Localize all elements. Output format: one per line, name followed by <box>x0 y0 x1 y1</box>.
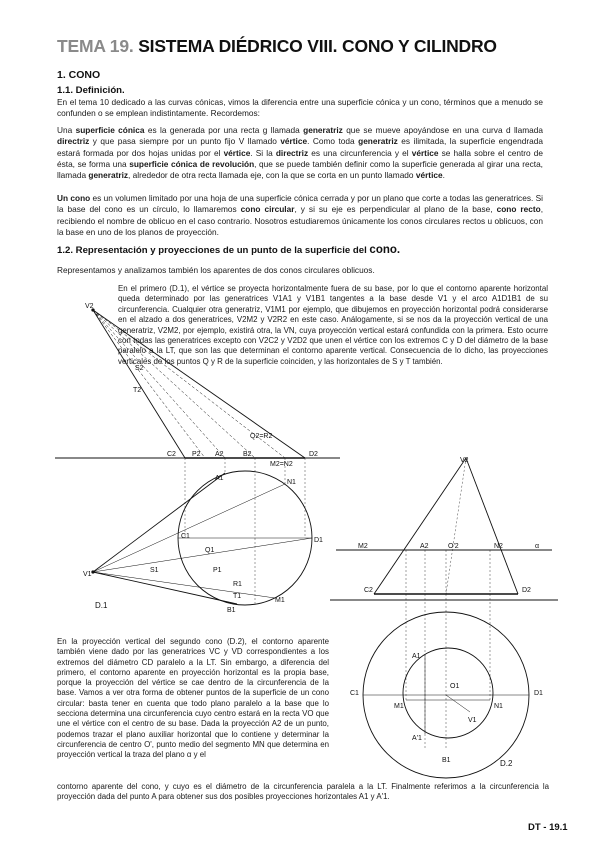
paragraph-superficie-conica: Una superficie cónica es la generada por una recta g llamada generatriz que se mueve apoyándose en una curva d llamada directriz y que pasa siempre por un punto fijo V llamado vértice. Como toda generatriz es ilimitada, la superficie engendrada estará formada por dos hojas unidas por el vértice. Si la directriz es una circunferencia y el vértice se halla sobre el centro de ésta, se forma una superficie cónica de revolución, que se puede también definir como la superficie generada al girar una recta, llamada generatriz, alrededor de otra recta llamada eje, con la que se corta en un punto llamado vértice. <box>57 125 543 181</box>
svg-text:α: α <box>535 543 540 550</box>
svg-text:V2: V2 <box>460 457 469 464</box>
svg-text:O'2: O'2 <box>448 543 459 550</box>
svg-text:Q1: Q1 <box>205 547 215 554</box>
svg-text:V2: V2 <box>85 303 94 310</box>
svg-text:C1: C1 <box>181 533 190 540</box>
svg-text:N1: N1 <box>287 479 296 486</box>
svg-text:R1: R1 <box>233 581 242 588</box>
svg-text:D2: D2 <box>309 451 318 458</box>
svg-text:A1: A1 <box>412 653 421 660</box>
svg-text:A2: A2 <box>420 543 429 550</box>
d1-tangent-b1 <box>93 572 237 604</box>
svg-text:V1: V1 <box>83 571 92 578</box>
d2-contour-vc <box>374 458 466 594</box>
svg-text:N1: N1 <box>494 703 503 710</box>
svg-text:M1: M1 <box>394 703 404 710</box>
svg-text:A2: A2 <box>215 451 224 458</box>
svg-text:D1: D1 <box>534 690 543 697</box>
svg-text:T1: T1 <box>233 593 242 600</box>
svg-text:M2=N2: M2=N2 <box>270 461 293 468</box>
d1-tangent-a1 <box>93 473 225 572</box>
svg-text:B1: B1 <box>227 607 236 614</box>
svg-text:M2: M2 <box>358 543 368 550</box>
svg-text:A1: A1 <box>215 475 224 482</box>
d2-section-circle <box>403 648 493 738</box>
svg-text:N2: N2 <box>494 543 503 550</box>
paragraph-cono: Un cono es un volumen limitado por una hoja de una superficie cónica cerrada y por un plano que corte a todas las generatrices. Si la base del cono es un círculo, lo llamaremos cono circular, y si su eje es perpendicular al plano de la base, cono recto, recibiendo el nombre de oblicuo en el caso contrario. Nosotros estudiaremos únicamente los conos circulares rectos u oblicuos, con la base en uno de los planos de proyección. <box>57 193 544 237</box>
diagram-d2 <box>330 450 560 780</box>
d1-contour-v2d2 <box>93 310 305 458</box>
svg-text:D1: D1 <box>314 537 323 544</box>
svg-text:O1: O1 <box>450 683 460 690</box>
svg-text:S2: S2 <box>135 365 144 372</box>
page-number: DT - 19.1 <box>528 822 568 833</box>
tema-number: TEMA 19. <box>57 36 134 56</box>
paragraph-representamos: Representamos y analizamos también los aparentes de dos conos circulares oblicuos. <box>57 265 375 275</box>
paragraph-final: contorno aparente del cono, y cuyo es el diámetro de la circunferencia paralela a la LT. Finalmente referimos a la circunferencia la proyección dada del punto A para obtener sus dos posibles proyecciones horizontales A1 y A'1. <box>57 782 549 802</box>
d2-caption: D.2 <box>500 759 513 768</box>
svg-text:Q2=R2: Q2=R2 <box>250 433 273 440</box>
page-title <box>57 36 497 57</box>
svg-text:S1: S1 <box>150 567 159 574</box>
section-heading-cono: 1. CONO <box>57 69 101 81</box>
svg-text:D2: D2 <box>522 587 531 594</box>
subsection-heading-cono: cono. <box>369 244 401 256</box>
tema-title: SISTEMA DIÉDRICO VIII. CONO Y CILINDRO <box>138 36 497 56</box>
subsection-heading-definicion: 1.1. Definición. <box>57 85 125 96</box>
svg-text:C2: C2 <box>167 451 176 458</box>
diagram-d1 <box>55 290 345 615</box>
paragraph-d1: En el primero (D.1), el vértice se proyecta horizontalmente fuera de su base, por lo que el contorno aparente horizontal queda determinado por las generatrices V1A1 y V1B1 tangentes a la base desde V1 y el arco A1D1B1 de su circunferencia. Cualquier otra generatriz, V1M1 por ejemplo, que dibujemos en proyección horizontal podrá considerarse en el alzado a dos generatrices, V2M2 y V2R2 en este caso. Análogamente, si se nos da la proyección vertical de una generatriz, V2M2, por ejemplo, existirá otra, la VN, cuya proyección vertical estará confundida con la primera. Esto ocurre con todas las generatrices excepto con V2C2 y V2D2 que unen el vértice con los extremos C y D del diámetro de la base paralelo a la LT, que son las que determinan el contorno aparente vertical. Consecuencia de lo dicho, las proyecciones verticales de los puntos Q y R de la superficie coinciden, y las horizontales de S y T también. <box>118 284 548 366</box>
subsection-heading-text: 1.2. Representación y proyecciones de un punto de la superficie del <box>57 245 370 256</box>
svg-text:B2: B2 <box>243 451 252 458</box>
d2-contour-vd <box>466 458 518 594</box>
svg-text:P1: P1 <box>213 567 222 574</box>
svg-text:T2: T2 <box>133 387 142 394</box>
svg-text:C2: C2 <box>364 587 373 594</box>
d1-caption: D.1 <box>95 601 108 610</box>
d1-contour-v2c2 <box>93 310 185 458</box>
svg-text:A'1: A'1 <box>412 735 422 742</box>
svg-text:V1: V1 <box>468 717 477 724</box>
paragraph-d2: En la proyección vertical del segundo cono (D.2), el contorno aparente también viene dado por las generatrices VC y VD correspondientes a los extremos del diámetro CD paralelo a la LT. Sin embargo, a diferencia del primero, el contorno aparente en proyección horizontal es la propia base, porque la proyección del vértice se cae dentro de la circunferencia de la base. Vamos a ver otra forma de obtener puntos de la superficie de un cono circular: basta tener en cuenta que todo plano paralelo a la base que lo secciona determina una circunferencia cuyo centro estará en la recta VO que une el vértice con el centro de su base. Dada la proyección A2 de un punto, podemos trazar el plano auxiliar horizontal que lo contiene y determinar la circunferencia de centro O', punto medio del segmento MN que determina en proyección vertical la traza del plano α y el <box>57 637 329 760</box>
svg-text:B1: B1 <box>442 757 451 764</box>
svg-text:C1: C1 <box>350 690 359 697</box>
svg-text:P2: P2 <box>192 451 201 458</box>
svg-text:M1: M1 <box>275 597 285 604</box>
paragraph-intro: En el tema 10 dedicado a las curvas cónicas, vimos la diferencia entre una superficie cónica y un cono, términos que a menudo se confunden o se emplean indistintamente. Recordemos: <box>57 97 543 119</box>
subsection-heading-representacion <box>57 244 400 256</box>
